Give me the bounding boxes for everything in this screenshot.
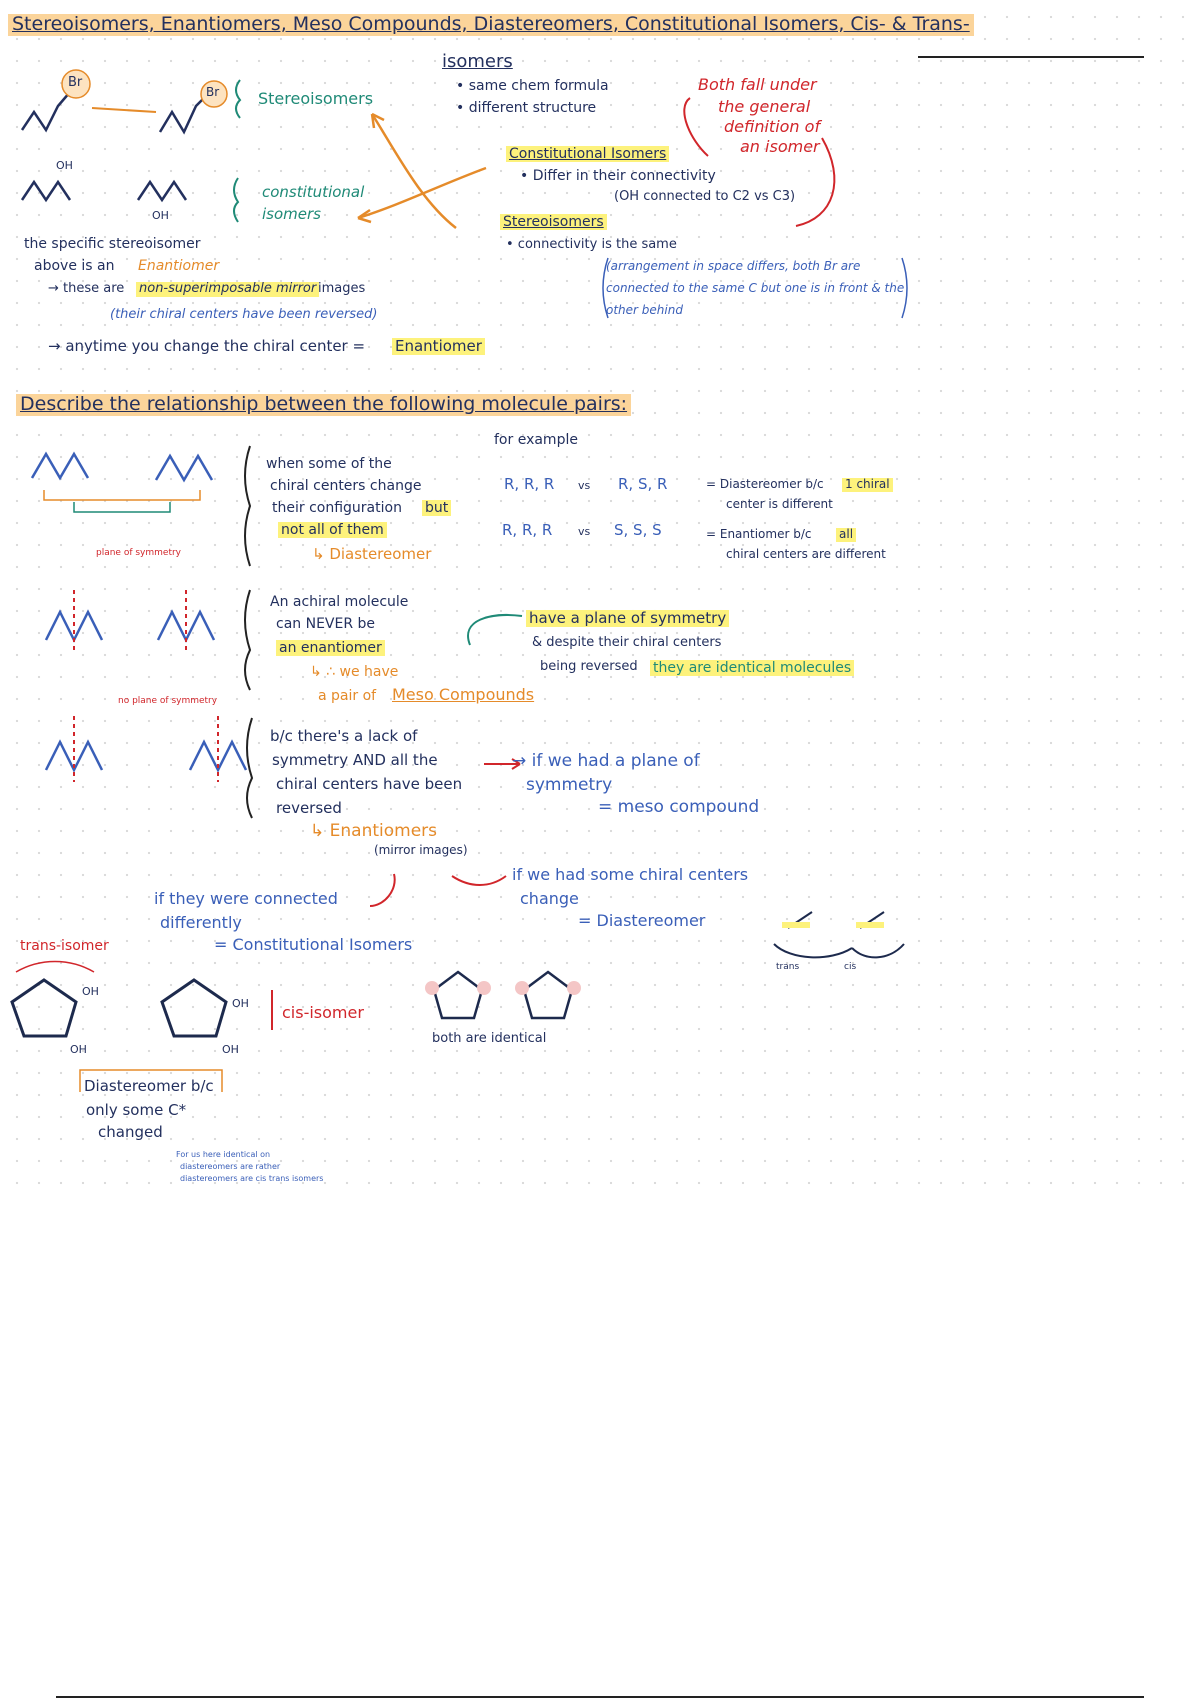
no-plane-note: no plane of symmetry (118, 696, 218, 706)
plane-note-small: plane of symmetry (96, 548, 182, 558)
stereoisomers-heading: Stereoisomers (500, 214, 607, 230)
cis-trans-sketch (774, 912, 904, 957)
pair2-line-1: An achiral molecule (270, 594, 409, 610)
cis-oh-1: OH (232, 997, 249, 1010)
oh-label-2: OH (152, 209, 169, 222)
plane-if-2: symmetry (526, 775, 613, 795)
pair2-brace (245, 590, 250, 690)
pair1-line-1: when some of the (266, 456, 392, 472)
some-change-3: = Diastereomer (578, 911, 706, 930)
ex-row1-vs: vs (578, 479, 591, 492)
connected-diff-1: if they were connected (154, 889, 338, 908)
both-fall-3: definition of (724, 117, 821, 136)
anytime-b: Enantiomer (392, 338, 485, 355)
trans-cyclopentane (12, 980, 76, 1036)
plane-line-4: they are identical molecules (650, 660, 854, 676)
ex-row1-desc-c: center is different (726, 497, 833, 511)
ex-row2-vs: vs (578, 525, 591, 538)
cis-word: cis (844, 962, 857, 972)
pair3-note: (mirror images) (374, 843, 468, 857)
crossing-arrows (358, 114, 486, 228)
connected-diff-3: = Constitutional Isomers (214, 935, 413, 954)
ex-row2-right: S, S, S (614, 521, 662, 539)
chiral-reversed: (their chiral centers have been reversed) (110, 307, 378, 322)
section2-heading: Describe the relationship between the following molecule pairs: (16, 394, 631, 416)
constitutional-note: (OH connected to C2 vs C3) (614, 189, 796, 204)
pair1-line-3b: but (422, 500, 451, 516)
trans-isomer-label: trans-isomer (20, 938, 109, 954)
stereoisomer-pair-molecules (22, 92, 208, 132)
pair2-result-3: Meso Compounds (392, 685, 535, 704)
connected-diff-2: differently (160, 913, 242, 932)
pair3-planes (74, 716, 218, 782)
pair3-line-1: b/c there's a lack of (270, 727, 418, 745)
stereoisomers-label: Stereoisomers (258, 89, 374, 108)
footer-rule (56, 1696, 1144, 1698)
trans-oh-2: OH (70, 1043, 87, 1056)
specific-line-2b: Enantiomer (138, 258, 220, 274)
ex-row1-desc-b: 1 chiral (842, 478, 893, 492)
ex-row2-desc-c: chiral centers are different (726, 547, 886, 561)
constitutional-point: • Differ in their connectivity (520, 168, 716, 184)
both-fall-2: the general (718, 97, 811, 116)
specific-line-2a: above is an (34, 258, 115, 274)
cis-isomer-label: cis-isomer (282, 1003, 364, 1022)
tiny-note-1: For us here identical on (176, 1150, 271, 1159)
plane-if-1: → if we had a plane of (512, 751, 700, 771)
constitutional-brace (234, 178, 238, 222)
oh-label-1: OH (56, 159, 73, 172)
red-curve-1 (684, 98, 708, 156)
pair1-line-2: chiral centers change (270, 478, 422, 494)
pair2-line-3: an enantiomer (276, 640, 385, 656)
pair1-molecules (32, 454, 212, 480)
pair3-brace (247, 718, 252, 818)
for-example: for example (494, 432, 578, 448)
pair3-molecules (46, 742, 246, 770)
isomers-point-2: • different structure (456, 100, 597, 116)
constitutional-label-1: constitutional (262, 183, 365, 201)
these-are-c: images (318, 281, 366, 296)
cis-cyclopentane (162, 980, 226, 1036)
stereo-note-1: (arrangement in space differs, both Br are (606, 259, 861, 273)
pair3-line-2: symmetry AND all the (272, 751, 438, 769)
stereo-brace (236, 80, 240, 118)
meso-highlights (425, 981, 581, 995)
constitutional-label-2: isomers (262, 205, 321, 223)
br-label-right: Br (206, 85, 220, 99)
ex-row2-left: R, R, R (502, 521, 553, 539)
ex-row1-left: R, R, R (504, 475, 555, 493)
stereo-pair-arrow (92, 108, 156, 112)
pair1-bracket-2 (74, 502, 170, 512)
plane-line-2: & despite their chiral centers (532, 635, 722, 650)
anytime-a: → anytime you change the chiral center = (48, 337, 366, 355)
trans-word: trans (776, 962, 800, 972)
diastereomer-note-2: only some C* (86, 1101, 187, 1119)
meso-cyclopentanes (434, 972, 572, 1018)
pair2-result-2: a pair of (318, 688, 377, 704)
tiny-note-3: diastereomers are cis trans isomers (180, 1174, 324, 1183)
tiny-note-2: diastereomers are rather (180, 1162, 281, 1171)
constitutional-pair-molecules (22, 182, 186, 200)
both-fall-1: Both fall under (698, 75, 817, 94)
these-are-b: non-superimposable mirror (136, 282, 319, 297)
cis-trans-highlights (782, 922, 884, 928)
both-identical: both are identical (432, 1031, 547, 1046)
blank-page-area (0, 1190, 1200, 1700)
trans-oh-1: OH (82, 985, 99, 998)
pair2-line-2: can NEVER be (276, 616, 376, 632)
plane-line-1: have a plane of symmetry (526, 610, 729, 627)
isomers-title: isomers (442, 51, 513, 72)
br-label-left: Br (68, 75, 83, 90)
stereo-point: • connectivity is the same (506, 237, 677, 252)
some-change-2: change (520, 889, 579, 908)
diastereomer-note-1: Diastereomer b/c (84, 1077, 214, 1095)
stereo-note-3: other behind (606, 303, 683, 317)
pair3-line-3: chiral centers have been (276, 775, 463, 793)
these-are-a: → these are (48, 281, 125, 296)
pair1-brace (245, 446, 250, 566)
ex-row1-desc-a: = Diastereomer b/c (706, 477, 824, 491)
specific-line-1: the specific stereoisomer (24, 236, 201, 252)
header-rule (918, 56, 1144, 58)
pair2-molecules (46, 612, 214, 640)
isomers-point-1: • same chem formula (456, 78, 609, 94)
pair1-line-4: not all of them (278, 522, 387, 538)
pair1-line-3: their configuration (272, 500, 402, 516)
pair3-result: ↳ Enantiomers (310, 821, 438, 841)
pair1-bracket (44, 490, 200, 500)
pair2-result-1: ↳ ∴ we have (310, 664, 399, 680)
connected-arrow (370, 874, 395, 906)
some-change-arrow (452, 876, 506, 885)
some-change-1: if we had some chiral centers (512, 865, 749, 884)
diastereomer-note-3: changed (98, 1123, 163, 1141)
ex-row2-desc-a: = Enantiomer b/c (706, 527, 812, 541)
trans-arc (16, 962, 94, 973)
constitutional-heading: Constitutional Isomers (506, 146, 669, 162)
page-title: Stereoisomers, Enantiomers, Meso Compounds, Diastereomers, Constitutional Isomers, Cis- & Trans- (8, 14, 974, 36)
ex-row2-desc-b: all (836, 528, 856, 542)
plane-arrow (468, 615, 522, 645)
plane-if-3: = meso compound (598, 797, 760, 817)
pair1-result: ↳ Diastereomer (312, 545, 432, 563)
pair3-line-4: reversed (276, 799, 342, 817)
ex-row1-right: R, S, R (618, 475, 668, 493)
plane-line-3: being reversed (540, 659, 638, 674)
both-fall-4: an isomer (740, 137, 820, 156)
stereo-note-2: connected to the same C but one is in front & the (606, 281, 905, 295)
cis-oh-2: OH (222, 1043, 239, 1056)
